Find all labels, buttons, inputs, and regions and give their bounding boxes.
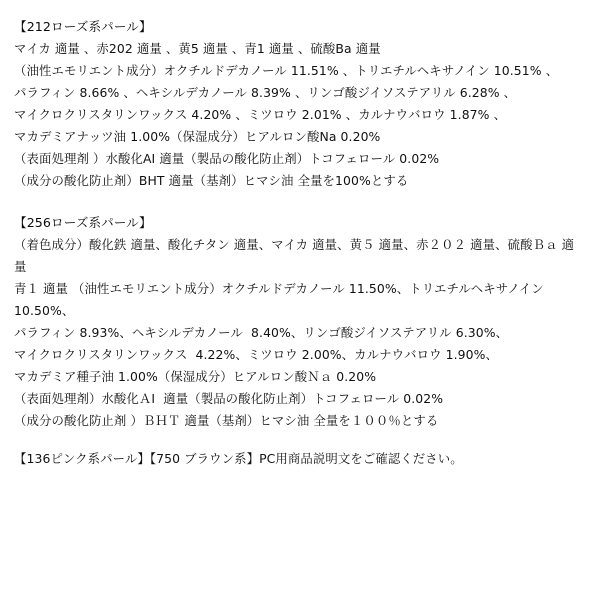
section-256-line-2: 青１ 適量 （油性エモリエント成分）オクチルドデカノール 11.50%、トリエチルヘキサノイン 10.50%、 [14,281,548,318]
section-256-line-6: （表面処理剤）水酸化ＡI 適量（製品の酸化防止剤）トコフェロール 0.02% [14,391,444,406]
section-212-line-7: （成分の酸化防止剤）BHT 適量（基剤）ヒマシ油 全量を100%とする [14,173,409,188]
section-212-line-3: パラフィン 8.66% 、ヘキシルデカノール 8.39% 、リンゴ酸ジイソステアリル 6.28% 、 [14,85,517,100]
footer-note-text: 【136ピンク系パール】【750 ブラウン系】PC用商品説明文をご確認ください。 [14,451,463,466]
section-heading-212: 【212ローズ系パール】 [14,19,152,34]
section-256-line-5: マカデミア種子油 1.00%（保湿成分）ヒアルロン酸Ｎａ 0.20% [14,369,377,384]
section-212-line-6: （表面処理剤 ）水酸化AI 適量（製品の酸化防止剤）トコフェロール 0.02% [14,151,440,166]
section-212-line-1: マイカ 適量 、赤202 適量 、黄5 適量 、青1 適量 、硫酸Ba 適量 [14,41,381,56]
section-heading-256: 【256ローズ系パール】 [14,215,152,230]
section-256-line-7: （成分の酸化防止剤 ）ＢＨＴ 適量（基剤）ヒマシ油 全量を１００％とする [14,413,439,428]
section-256-line-4: マイクロクリスタリンワックス 4.22%、ミツロウ 2.00%、カルナウバロウ 1.90%、 [14,347,498,362]
ingredient-section-256 [14,212,586,432]
ingredient-section-212 [14,16,586,192]
section-212-line-2: （油性エモリエント成分）オクチルドデカノール 11.51% 、トリエチルヘキサノイン 10.51% 、 [14,63,559,78]
section-256-line-1: （着色成分）酸化鉄 適量、酸化チタン 適量、マイカ 適量、黄５ 適量、赤２０２ 適量、硫酸Ｂａ 適量 [14,237,575,274]
section-212-line-4: マイクロクリスタリンワックス 4.20% 、ミツロウ 2.01% 、カルナウバロウ 1.87% 、 [14,107,507,122]
section-212-line-5: マカデミアナッツ油 1.00%（保湿成分）ヒアルロン酸Na 0.20% [14,129,381,144]
footer-note [14,448,586,470]
section-256-line-3: パラフィン 8.93%、ヘキシルデカノール 8.40%、リンゴ酸ジイソステアリル 6.30%、 [14,325,509,340]
